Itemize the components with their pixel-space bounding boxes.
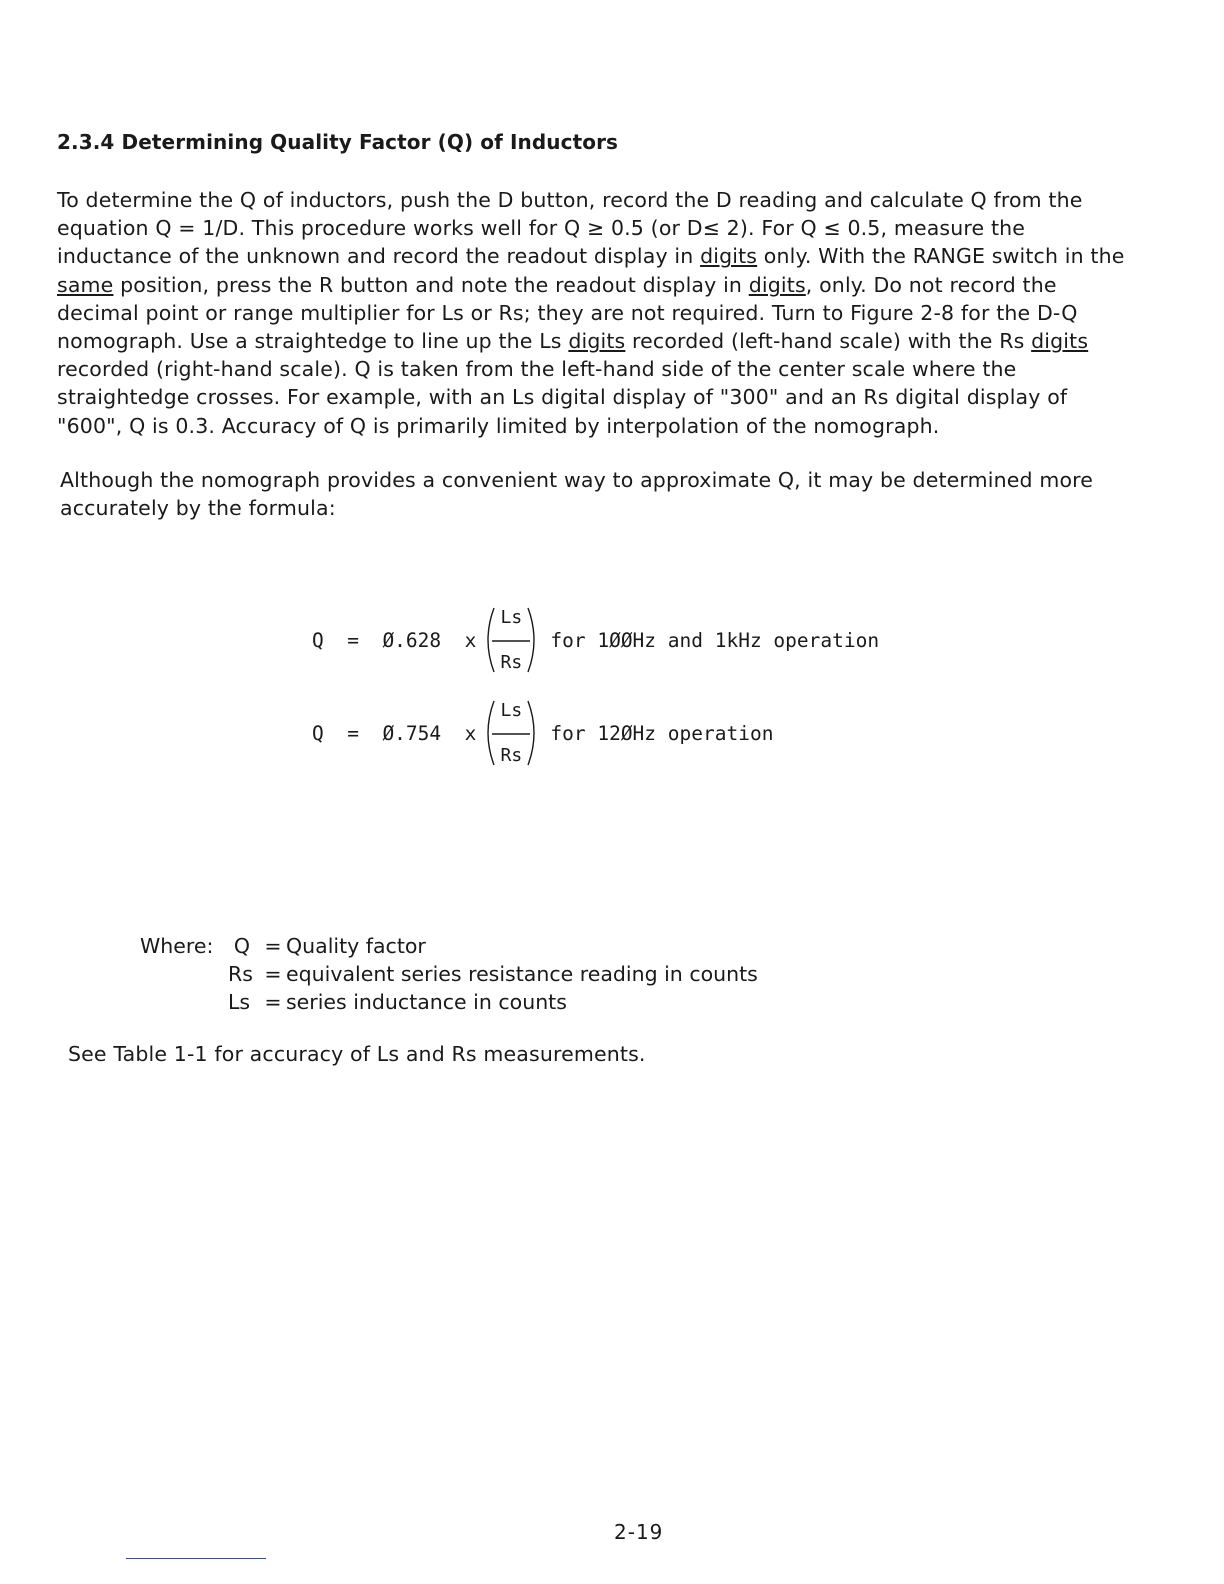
text-run: only. With the RANGE switch in the <box>757 244 1125 269</box>
footer-rule <box>126 1558 266 1559</box>
equation-lhs: Q = Ø.754 x <box>312 721 477 745</box>
table-reference-note: See Table 1-1 for accuracy of Ls and Rs measurements. <box>68 1042 646 1066</box>
section-heading: 2.3.4 Determining Quality Factor (Q) of Inductors <box>57 130 619 154</box>
definition-symbol: Rs <box>228 962 253 986</box>
equation-lhs: Q = Ø.628 x <box>312 628 477 652</box>
definition-equals: = <box>264 990 282 1014</box>
variable-definitions <box>140 932 758 1016</box>
formula-intro-paragraph: Although the nomograph provides a convenient way to approximate Q, it may be determined more accurately by the formula: <box>60 468 1094 521</box>
definition-equals: = <box>264 962 282 986</box>
definition-symbol: Q <box>233 934 250 958</box>
equation-120hz <box>312 697 773 769</box>
underlined-word: digits <box>568 329 626 354</box>
text-run: , only. Do not record the decimal point or range multiplier for Ls or Rs; they are not required. Turn to Figure 2-8 for the D-Q nomograph. Use a straightedge to line up the Ls <box>57 272 1078 354</box>
definition-row-q <box>140 932 758 960</box>
equation-100hz-1khz <box>312 604 879 676</box>
underlined-word: digits <box>700 244 758 269</box>
fraction-numerator: Ls <box>500 607 523 628</box>
underlined-word: digits <box>1031 329 1089 354</box>
text-run: recorded (left-hand scale) with the Rs <box>625 329 1032 354</box>
fraction-ls-over-rs <box>480 604 542 676</box>
definition-symbol: Ls <box>228 990 251 1014</box>
definition-row-rs <box>140 960 758 988</box>
equation-condition: for 1ØØHz and 1kHz operation <box>550 628 880 652</box>
underlined-word: digits <box>748 272 806 297</box>
fraction-denominator: Rs <box>500 652 523 673</box>
fraction-numerator: Ls <box>500 700 523 721</box>
text-run: position, press the R button and note the readout display in <box>113 272 749 297</box>
definition-text: equivalent series resistance reading in counts <box>286 962 758 986</box>
fraction-denominator: Rs <box>500 745 523 766</box>
page-number: 2-19 <box>614 1520 664 1544</box>
where-label: Where: <box>140 934 214 958</box>
underlined-word: same <box>57 272 114 297</box>
text-run: recorded (right-hand scale). Q is taken from the left-hand side of the center scale where the straightedge crosses. For example, with an Ls digital display of "300" and an Rs digital display of "600", Q is 0.3. Accuracy of Q is primarily limited by interpolation of the nomograph. <box>57 357 1068 438</box>
definition-text: series inductance in counts <box>286 990 567 1014</box>
procedure-paragraph <box>57 186 1132 440</box>
definition-equals: = <box>264 934 282 958</box>
equation-condition: for 12ØHz operation <box>550 721 774 745</box>
definition-text: Quality factor <box>286 934 426 958</box>
definition-row-ls <box>140 988 758 1016</box>
text-run: To determine the Q of inductors, push the D button, record the D reading and calculate Q from the equation Q = 1/D. This procedure works well for Q ≥ 0.5 (or D≤ 2). For Q ≤ 0.5, measure the inductance of the unknown and record the readout display in <box>57 188 1083 269</box>
fraction-ls-over-rs <box>480 697 542 769</box>
